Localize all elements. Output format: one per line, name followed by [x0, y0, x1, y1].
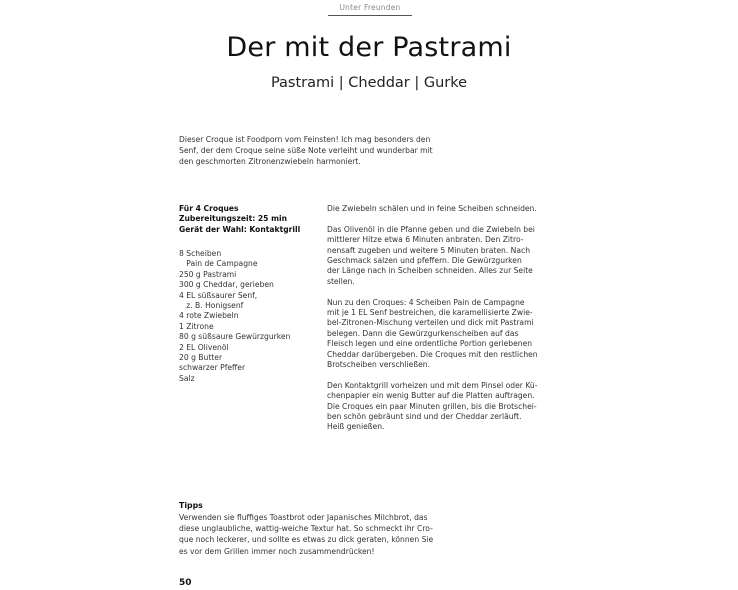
- step-line: Die Zwiebeln schälen und in feine Scheiben schneiden.: [327, 204, 537, 213]
- ingredient-item: 80 g süßsaure Gewürzgurken: [179, 332, 291, 342]
- page-number: 50: [179, 578, 192, 588]
- step-line: Den Kontaktgrill vorheizen und mit dem Pinsel oder Kü-: [327, 380, 538, 390]
- ingredient-item: 1 Zitrone: [179, 321, 214, 331]
- step-line: Die Croques ein paar Minuten grillen, bis die Brotschei-: [327, 401, 537, 411]
- ingredient-item: 20 g Butter: [179, 353, 223, 363]
- intro-line: den geschmorten Zitronenzwiebeln harmoniert.: [179, 157, 361, 167]
- ingredient-item: 250 g Pastrami: [179, 269, 237, 279]
- step-line: nensaft zugeben und weitere 5 Minuten braten. Nach: [327, 245, 531, 255]
- tips-paragraph: [179, 512, 479, 557]
- step-line: Geschmack salzen und pfeffern. Die Gewürzgurken: [327, 256, 522, 266]
- step-line: Cheddar darübergeben. Die Croques mit den restlichen: [327, 349, 538, 359]
- tips-line: es vor dem Grillen immer noch zusammendrücken!: [179, 546, 375, 556]
- step-line: der Länge nach in Scheiben schneiden. Alles zur Seite: [327, 266, 533, 276]
- ingredient-item: 4 EL süßsaurer Senf,: [179, 290, 258, 300]
- step-line: bel-Zitronen-Mischung verteilen und dick mit Pastrami: [327, 318, 534, 328]
- recipe-title: Der mit der Pastrami: [226, 32, 512, 63]
- intro-paragraph: [179, 134, 469, 168]
- prep-time: Zubereitungszeit: 25 min: [179, 214, 288, 224]
- tips-line: diese unglaubliche, wattig-weiche Textur hat. So schmeckt ihr Cro-: [179, 524, 433, 534]
- step-paragraph: [327, 298, 565, 371]
- ingredient-item: schwarzer Pfeffer: [179, 363, 246, 373]
- tips-line: Verwenden sie fluffiges Toastbrot oder Japanisches Milchbrot, das: [179, 513, 428, 522]
- section-divider: [328, 15, 412, 16]
- step-line: Nun zu den Croques: 4 Scheiben Pain de Campagne: [327, 297, 525, 307]
- step-line: stellen.: [327, 276, 355, 286]
- ingredient-item: z. B. Honigsenf: [179, 301, 244, 311]
- tips-line: que noch leckerer, und sollte es etwas zu dick geraten, können Sie: [179, 535, 434, 545]
- step-line: mit je 1 EL Senf bestreichen, die karamellisierte Zwie-: [327, 308, 533, 318]
- tips-heading: Tipps: [179, 501, 203, 510]
- ingredient-item: 2 EL Olivenöl: [179, 342, 229, 352]
- step-line: Fleisch legen und eine ordentliche Portion geriebenen: [327, 339, 533, 349]
- step-line: Das Olivenöl in die Pfanne geben und die Zwiebeln bei: [327, 224, 535, 234]
- device: Gerät der Wahl: Kontaktgrill: [179, 224, 301, 234]
- ingredient-item: 4 rote Zwiebeln: [179, 311, 239, 321]
- intro-line: Senf, der dem Croque seine süße Note verleiht und wunderbar mit: [179, 146, 433, 156]
- step-line: belegen. Dann die Gewürzgurkenscheiben auf das: [327, 328, 519, 338]
- ingredient-item: Pain de Campagne: [179, 259, 258, 269]
- step-line: mittlerer Hitze etwa 6 Minuten anbraten. Den Zitro-: [327, 235, 524, 245]
- recipe-subtitle: Pastrami | Cheddar | Gurke: [270, 75, 468, 91]
- intro-line: Dieser Croque ist Foodporn vom Feinsten! Ich mag besonders den: [179, 135, 431, 144]
- step-paragraph: [327, 225, 565, 287]
- servings: Für 4 Croques: [179, 204, 239, 213]
- preparation-steps: [327, 204, 565, 443]
- step-line: chenpapier ein wenig Butter auf die Platten auftragen.: [327, 391, 535, 401]
- step-line: Brotscheiben verschließen.: [327, 360, 431, 370]
- section-label: Unter Freunden: [339, 3, 401, 12]
- recipe-meta: [179, 204, 324, 235]
- step-paragraph: [327, 381, 565, 433]
- step-line: ben schön gebräunt sind und der Cheddar zerläuft.: [327, 412, 522, 422]
- step-paragraph: [327, 204, 565, 214]
- step-line: Heiß genießen.: [327, 422, 385, 432]
- ingredient-list: [179, 249, 324, 384]
- ingredient-item: Salz: [179, 373, 195, 383]
- ingredient-item: 8 Scheiben: [179, 249, 222, 258]
- ingredient-item: 300 g Cheddar, gerieben: [179, 280, 274, 290]
